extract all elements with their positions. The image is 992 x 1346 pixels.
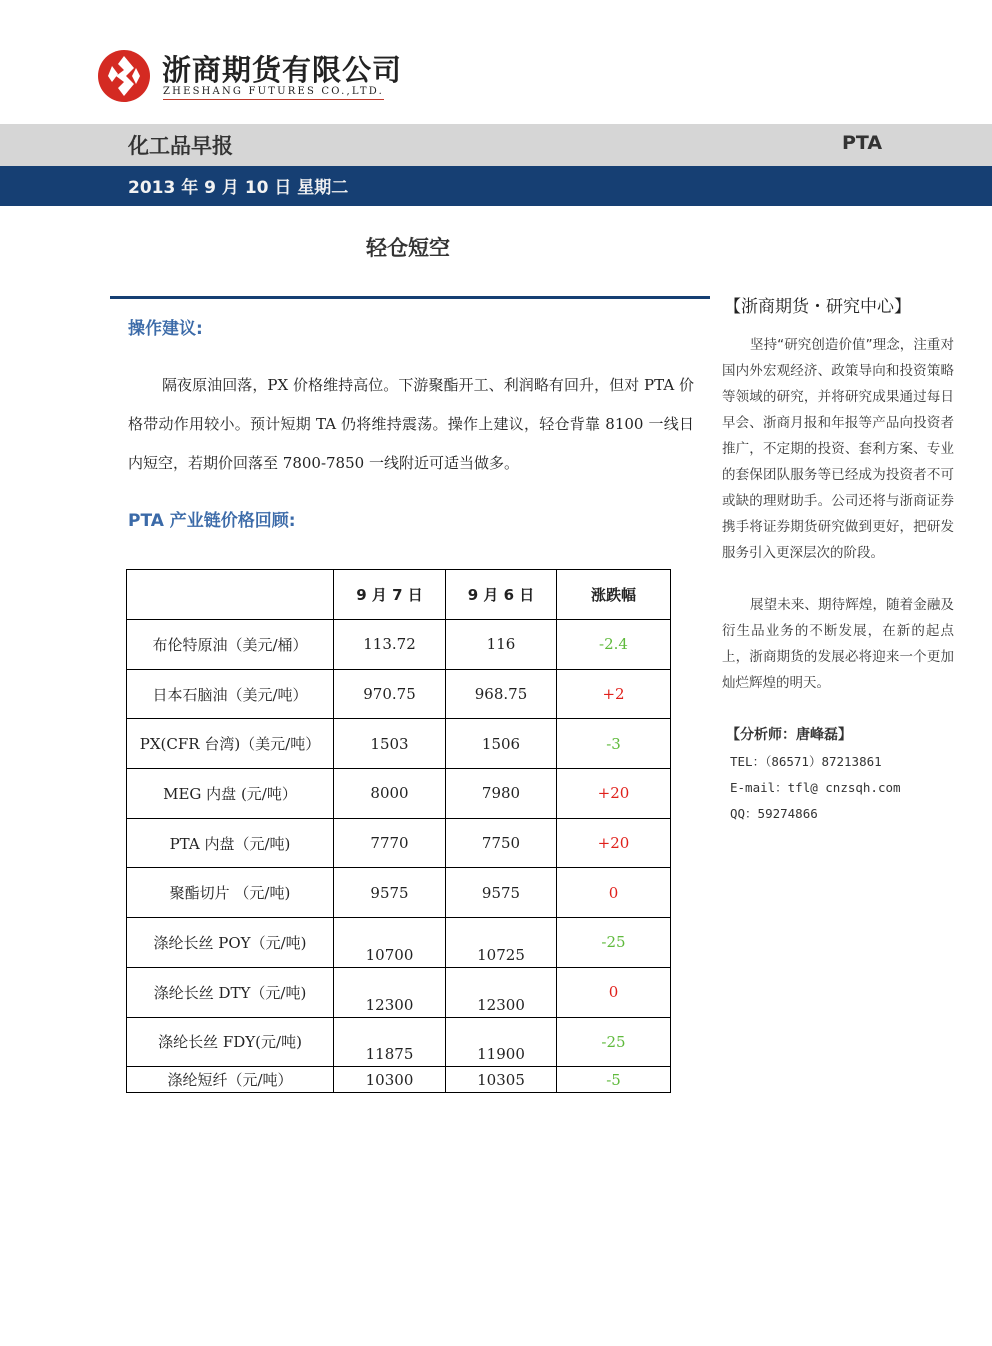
row-sep7-price: 10700 — [334, 918, 446, 968]
sidebar-intro: 坚持“研究创造价值”理念，注重对国内外宏观经济、政策导向和投资策略等领域的研究，并将研究成果通过每日早会、浙商月报和年报等产品向投资者推广，不定期的投资、套利方案、专业的套保团队服务等已经成为投资者不可或缺的理财助手。公司还将与浙商证券携手将证券期货研究做到更好，把研发服务引入更深层次的阶段。 — [722, 337, 954, 561]
header-cell-sep7: 9 月 7 日 — [334, 570, 446, 620]
analyst-tel: TEL：（86571）87213861 — [730, 754, 882, 769]
analyst-name: 【分析师：唐峰磊】 — [726, 727, 852, 743]
table-row — [127, 967, 671, 1017]
table-row — [127, 818, 671, 868]
row-item-name: PTA 内盘（元/吨) — [127, 818, 334, 868]
report-headline: 轻仓短空 — [366, 236, 450, 260]
row-item-name: 聚酯切片 （元/吨) — [127, 868, 334, 918]
company-logo — [96, 46, 403, 108]
row-sep6-price: 9575 — [446, 868, 557, 918]
row-sep6-price: 10305 — [446, 1067, 557, 1093]
row-sep6-price: 7750 — [446, 818, 557, 868]
date-band — [0, 166, 992, 206]
row-item-name: 涤纶长丝 FDY(元/吨) — [127, 1017, 334, 1067]
section-divider — [110, 296, 710, 299]
row-change: 0 — [557, 868, 671, 918]
row-sep6-price: 7980 — [446, 769, 557, 819]
row-item-name: 布伦特原油（美元/桶） — [127, 620, 334, 670]
price-table — [126, 569, 671, 1093]
row-item-name: 涤纶短纤（元/吨） — [127, 1067, 334, 1093]
row-sep7-price: 7770 — [334, 818, 446, 868]
company-name-cn: 浙商期货有限公司 — [162, 53, 403, 87]
sidebar-outlook: 展望未来、期待辉煌，随着金融及衍生品业务的不断发展，在新的起点上，浙商期货的发展必将迎来一个更加灿烂辉煌的明天。 — [722, 597, 954, 691]
advice-section-title: 操作建议: — [128, 319, 203, 339]
row-sep6-price: 10725 — [446, 918, 557, 968]
price-table-header — [127, 570, 671, 620]
table-row — [127, 769, 671, 819]
row-change: -5 — [557, 1067, 671, 1093]
header-cell-sep6: 9 月 6 日 — [446, 570, 557, 620]
row-sep7-price: 9575 — [334, 868, 446, 918]
table-row — [127, 1017, 671, 1067]
row-change: -25 — [557, 918, 671, 968]
row-sep7-price: 970.75 — [334, 669, 446, 719]
row-sep6-price: 12300 — [446, 967, 557, 1017]
row-change: -2.4 — [557, 620, 671, 670]
row-item-name: 日本石脑油（美元/吨） — [127, 669, 334, 719]
row-sep7-price: 10300 — [334, 1067, 446, 1093]
table-row — [127, 1067, 671, 1093]
row-item-name: MEG 内盘 (元/吨） — [127, 769, 334, 819]
company-logo-mark-icon — [96, 48, 152, 104]
prices-section-title: PTA 产业链价格回顾: — [128, 511, 296, 531]
row-sep7-price: 12300 — [334, 967, 446, 1017]
table-row — [127, 868, 671, 918]
analyst-email: E-mail：tfl@ cnzsqh.com — [730, 780, 901, 795]
row-sep6-price: 968.75 — [446, 669, 557, 719]
row-item-name: PX(CFR 台湾)（美元/吨） — [127, 719, 334, 769]
row-sep7-price: 1503 — [334, 719, 446, 769]
row-item-name: 涤纶长丝 POY（元/吨) — [127, 918, 334, 968]
row-change: +2 — [557, 669, 671, 719]
row-change: 0 — [557, 967, 671, 1017]
table-row — [127, 918, 671, 968]
row-sep7-price: 113.72 — [334, 620, 446, 670]
report-type: 化工品早报 — [128, 134, 233, 158]
company-name-en: ZHESHANG FUTURES CO.,LTD. — [163, 86, 384, 100]
row-sep6-price: 11900 — [446, 1017, 557, 1067]
row-sep7-price: 8000 — [334, 769, 446, 819]
header-cell-change: 涨跌幅 — [557, 570, 671, 620]
row-sep6-price: 116 — [446, 620, 557, 670]
table-row — [127, 719, 671, 769]
row-sep7-price: 11875 — [334, 1017, 446, 1067]
advice-body: 隔夜原油回落，PX 价格维持高位。下游聚酯开工、利润略有回升，但对 PTA 价格带动作用较小。预计短期 TA 仍将维持震荡。操作上建议，轻仓背靠 8100 一线日内短空，若期价回落至 7800-7850 一线附近可适当做多。 — [128, 376, 694, 472]
header-cell-item — [127, 570, 334, 620]
report-date: 2013 年 9 月 10 日 星期二 — [128, 178, 349, 198]
row-change: +20 — [557, 769, 671, 819]
analyst-qq: QQ：59274866 — [730, 806, 818, 821]
row-item-name: 涤纶长丝 DTY（元/吨) — [127, 967, 334, 1017]
table-row — [127, 620, 671, 670]
product-label: PTA — [842, 132, 883, 154]
row-change: +20 — [557, 818, 671, 868]
report-type-band — [0, 124, 992, 166]
sidebar-title: 【浙商期货・研究中心】 — [724, 297, 911, 317]
row-change: -25 — [557, 1017, 671, 1067]
table-row — [127, 669, 671, 719]
row-sep6-price: 1506 — [446, 719, 557, 769]
row-change: -3 — [557, 719, 671, 769]
